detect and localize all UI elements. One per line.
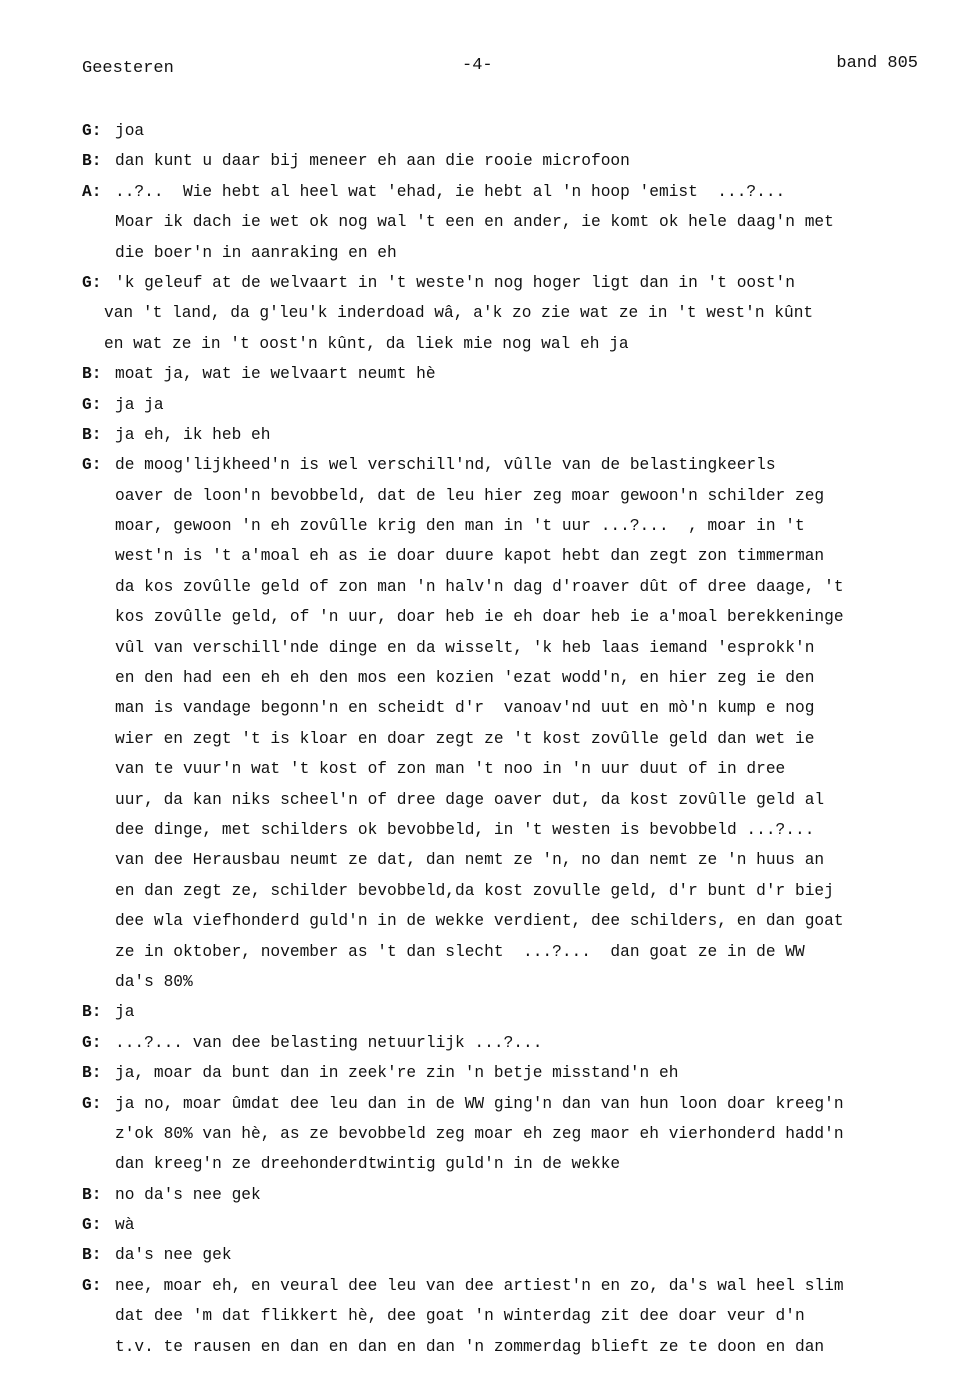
- transcript-line: [82, 906, 922, 936]
- speaker-label: G:: [82, 456, 102, 475]
- line-text: de moog'lijkheed'n is wel verschill'nd, vûlle van de belastingkeerls: [115, 456, 776, 475]
- line-text: dee dinge, met schilders ok bevobbeld, in 't westen is bevobbeld ...?...: [115, 820, 815, 839]
- line-text: z'ok 80% van hè, as ze bevobbeld zeg moar eh zeg maor eh vierhonderd hadd'n: [115, 1124, 844, 1143]
- line-text: dat dee 'm dat flikkert hè, dee goat 'n winterdag zit dee doar veur d'n: [115, 1307, 805, 1326]
- transcript-line: [82, 177, 922, 207]
- transcript-line: [82, 937, 922, 967]
- line-text: Moar ik dach ie wet ok nog wal 't een en ander, ie komt ok hele daag'n met: [115, 213, 834, 232]
- page-header: [82, 56, 922, 82]
- speaker-label: G:: [82, 273, 102, 292]
- transcript-line: [82, 997, 922, 1027]
- transcript-line: [82, 1271, 922, 1301]
- line-text: vûl van verschill'nde dinge en da wisselt, 'k heb laas iemand 'esprokk'n: [115, 638, 815, 657]
- line-text: nee, moar eh, en veural dee leu van dee artiest'n en zo, da's wal heel slim: [115, 1276, 844, 1295]
- transcript-line: [82, 207, 922, 237]
- line-text: ..?.. Wie hebt al heel wat 'ehad, ie hebt al 'n hoop 'emist ...?...: [115, 182, 786, 201]
- transcript-line: [82, 420, 922, 450]
- speaker-label: B:: [82, 1246, 102, 1265]
- location-label: Geesteren: [82, 59, 174, 78]
- transcript-line: [82, 481, 922, 511]
- transcript-line: [82, 693, 922, 723]
- transcript-line: [82, 572, 922, 602]
- line-text: ja no, moar ûmdat dee leu dan in de WW ging'n dan van hun loon doar kreeg'n: [115, 1094, 844, 1113]
- line-text: van dee Herausbau neumt ze dat, dan nemt ze 'n, no dan nemt ze 'n huus an: [115, 851, 825, 870]
- line-text: man is vandage begonn'n en scheidt d'r vanoav'nd uut en mò'n kump e nog: [115, 699, 815, 718]
- transcript-line: [82, 359, 922, 389]
- speaker-label: G:: [82, 122, 102, 140]
- line-text: ja: [115, 1003, 135, 1022]
- line-text: ja eh, ik heb eh: [115, 425, 271, 444]
- transcript-line: [82, 602, 922, 632]
- speaker-label: B:: [82, 365, 102, 384]
- transcript-line: [82, 815, 922, 845]
- transcript-line: [82, 1180, 922, 1210]
- transcript-line: [82, 633, 922, 663]
- speaker-label: B:: [82, 152, 102, 171]
- speaker-label: G:: [82, 1033, 102, 1052]
- speaker-label: G:: [82, 1216, 102, 1235]
- speaker-label: B:: [82, 1003, 102, 1022]
- transcript-line: [82, 268, 922, 298]
- line-text: kos zovûlle geld, of 'n uur, doar heb ie eh doar heb ie a'moal berekkeninge: [115, 608, 844, 627]
- line-text: no da's nee gek: [115, 1185, 261, 1204]
- transcript-line: [82, 663, 922, 693]
- line-text: die boer'n in aanraking en eh: [115, 243, 397, 262]
- speaker-label: B:: [82, 425, 102, 444]
- speaker-label: G:: [82, 1094, 102, 1113]
- line-text: west'n is 't a'moal eh as ie doar duure kapot hebt dan zegt zon timmerman: [115, 547, 825, 566]
- line-text: da's nee gek: [115, 1246, 232, 1265]
- line-text: dan kreeg'n ze dreehonderdtwintig guld'n in de wekke: [115, 1155, 621, 1174]
- speaker-label: A:: [82, 182, 102, 201]
- line-text: joa: [115, 122, 145, 140]
- line-text: ja ja: [115, 395, 164, 414]
- transcript-line: [82, 1240, 922, 1270]
- transcript-line: [82, 845, 922, 875]
- line-text: van te vuur'n wat 't kost of zon man 't noo in 'n uur duut of in dree: [115, 760, 786, 779]
- tape-label: band 805: [836, 54, 918, 73]
- transcript-line: [82, 450, 922, 480]
- line-text: ja, moar da bunt dan in zeek're zin 'n betje misstand'n eh: [115, 1064, 679, 1083]
- transcript-line: [82, 1210, 922, 1240]
- line-text: ze in oktober, november as 't dan slecht ...?... dan goat ze in de WW: [115, 942, 805, 961]
- line-text: dee wla viefhonderd guld'n in de wekke verdient, dee schilders, en dan goat: [115, 912, 844, 931]
- line-text: t.v. te rausen en dan en dan en dan 'n zommerdag blieft ze te doon en dan: [115, 1337, 825, 1356]
- line-text: wier en zegt 't is kloar en doar zegt ze 't kost zovûlle geld dan wet ie: [115, 729, 815, 748]
- line-text: van 't land, da g'leu'k inderdoad wâ, a'k zo zie wat ze in 't west'n kûnt: [104, 304, 814, 323]
- transcript-line: [82, 1058, 922, 1088]
- line-text: ...?... van dee belasting netuurlijk ...?...: [115, 1033, 543, 1052]
- speaker-label: G:: [82, 395, 102, 414]
- speaker-label: G:: [82, 1276, 102, 1295]
- transcript-line: [82, 1028, 922, 1058]
- transcript-line: [82, 116, 922, 146]
- transcript-line: [82, 390, 922, 420]
- transcript-line: [82, 146, 922, 176]
- transcript-line: [82, 967, 922, 997]
- line-text: en den had een eh eh den mos een kozien 'ezat wodd'n, en hier zeg ie den: [115, 669, 815, 688]
- transcript-line: [82, 724, 922, 754]
- transcript-line: [82, 876, 922, 906]
- transcript-line: [82, 1149, 922, 1179]
- line-text: dan kunt u daar bij meneer eh aan die rooie microfoon: [115, 152, 630, 171]
- line-text: da kos zovûlle geld of zon man 'n halv'n dag d'roaver dût of dree daage, 't: [115, 577, 844, 596]
- line-text: 'k geleuf at de welvaart in 't weste'n nog hoger ligt dan in 't oost'n: [115, 273, 795, 292]
- line-text: moar, gewoon 'n eh zovûlle krig den man in 't uur ...?... , moar in 't: [115, 517, 805, 536]
- transcript-line: [82, 1119, 922, 1149]
- transcript-line: [82, 1089, 922, 1119]
- speaker-label: B:: [82, 1064, 102, 1083]
- line-text: en wat ze in 't oost'n kûnt, da liek mie nog wal eh ja: [104, 334, 629, 353]
- transcript-body: [82, 116, 922, 1362]
- line-text: da's 80%: [115, 972, 193, 991]
- line-text: uur, da kan niks scheel'n of dree dage oaver dut, da kost zovûlle geld al: [115, 790, 825, 809]
- page-number: -4-: [462, 56, 493, 75]
- transcript-line: [82, 1332, 922, 1362]
- line-text: en dan zegt ze, schilder bevobbeld,da kost zovulle geld, d'r bunt d'r biej: [115, 881, 834, 900]
- transcript-line: [82, 329, 922, 359]
- line-text: moat ja, wat ie welvaart neumt hè: [115, 365, 436, 384]
- transcript-line: [82, 511, 922, 541]
- transcript-line: [82, 754, 922, 784]
- line-text: wà: [115, 1216, 135, 1235]
- transcript-line: [82, 1301, 922, 1331]
- transcript-line: [82, 541, 922, 571]
- transcript-line: [82, 785, 922, 815]
- transcript-line: [82, 238, 922, 268]
- transcript-line: [82, 298, 922, 328]
- speaker-label: B:: [82, 1185, 102, 1204]
- line-text: oaver de loon'n bevobbeld, dat de leu hier zeg moar gewoon'n schilder zeg: [115, 486, 825, 505]
